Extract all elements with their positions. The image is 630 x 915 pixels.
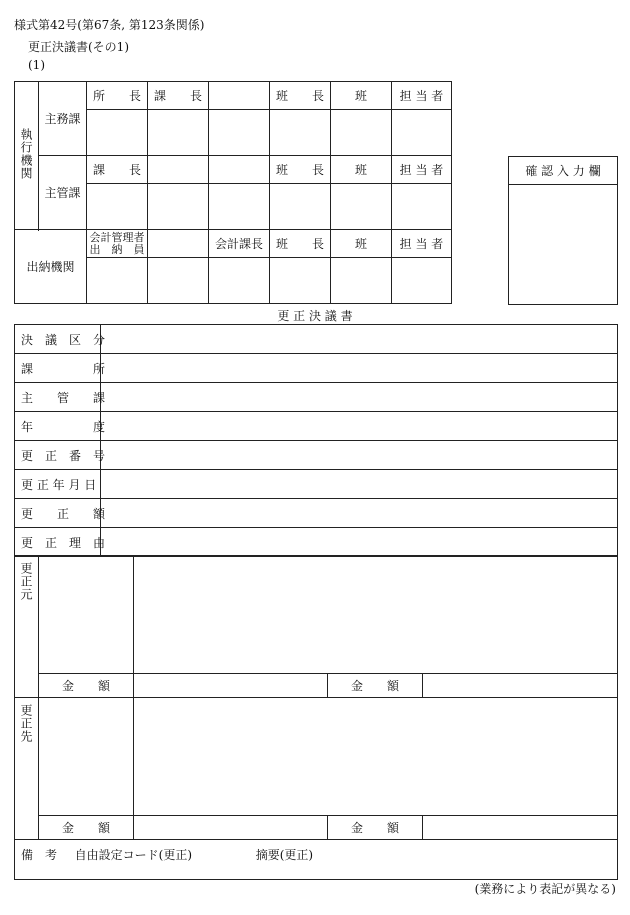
field-value[interactable] (101, 499, 618, 528)
stamp-box[interactable] (270, 258, 331, 304)
stamp-header: 担 当 者 (392, 230, 452, 258)
stamp-box[interactable] (392, 110, 452, 156)
confirm-title: 確 認 入 力 欄 (509, 157, 618, 185)
stamp-header: 担 当 者 (392, 156, 452, 184)
stamp-box[interactable] (392, 184, 452, 230)
kaikei-kanrisha-label (87, 230, 148, 258)
field-label: 更 正 番 号 (15, 441, 101, 470)
field-value[interactable] (101, 354, 618, 383)
stamp-header: 担 当 者 (392, 82, 452, 110)
stamp-box[interactable] (392, 258, 452, 304)
to-amount-label: 金 額 (39, 816, 134, 840)
field-value[interactable] (101, 470, 618, 499)
footnote: (業務により表記が異なる) (474, 882, 616, 896)
stamp-header: 課 長 (87, 156, 148, 184)
field-label: 年 度 (15, 412, 101, 441)
field-value[interactable] (101, 412, 618, 441)
from-amount-label: 金 額 (39, 674, 134, 698)
correction-table (14, 555, 618, 880)
from-left-area[interactable] (39, 556, 134, 674)
stamp-box[interactable] (331, 184, 392, 230)
stamp-box[interactable] (148, 110, 209, 156)
field-label: 課 所 (15, 354, 101, 383)
stamp-header: 班 (331, 82, 392, 110)
to-left-area[interactable] (39, 698, 134, 816)
stamp-header (209, 156, 270, 184)
stamp-box[interactable] (209, 258, 270, 304)
suitouin-text: 出 納 員 (89, 242, 145, 256)
stamp-box[interactable] (87, 110, 148, 156)
correction-to-label: 更正先 (15, 698, 39, 840)
stamp-box[interactable] (209, 184, 270, 230)
stamp-box[interactable] (209, 110, 270, 156)
document-name: 更正決議書(その1) (28, 40, 129, 54)
stamp-box[interactable] (148, 258, 209, 304)
from-amount-value-2[interactable] (423, 674, 618, 698)
stamp-header: 課 長 (148, 82, 209, 110)
stamp-header: 会計課長 (209, 230, 270, 258)
to-amount-value[interactable] (134, 816, 328, 840)
form-title: 更 正 決 議 書 (277, 309, 353, 323)
field-label: 更 正 理 由 (15, 528, 101, 557)
shumu-ka-label: 主務課 (39, 82, 87, 156)
stamp-header (209, 82, 270, 110)
approval-grid (14, 81, 452, 304)
summary-label: 摘要(更正) (255, 848, 314, 862)
kaikei-kanrisha-text: 会計管理者 (89, 230, 145, 244)
stamp-box[interactable] (331, 258, 392, 304)
field-value[interactable] (101, 325, 618, 354)
field-label: 更 正 額 (15, 499, 101, 528)
stamp-header (148, 156, 209, 184)
field-label: 更 正 年 月 日 (15, 470, 101, 499)
free-code-label: 自由設定コード(更正) (74, 848, 193, 862)
stamp-box[interactable] (148, 184, 209, 230)
field-value[interactable] (101, 383, 618, 412)
stamp-header: 班 長 (270, 82, 331, 110)
stamp-box[interactable] (87, 258, 148, 304)
stamp-header: 所 長 (87, 82, 148, 110)
correction-from-label: 更正元 (15, 556, 39, 698)
form-number: 様式第42号(第67条, 第123条関係) (14, 18, 205, 32)
stamp-box[interactable] (270, 184, 331, 230)
confirm-input-box (508, 156, 618, 305)
to-amount-label-2: 金 額 (328, 816, 423, 840)
exec-org-label: 執行機関 (15, 82, 39, 230)
field-label: 主 管 課 (15, 383, 101, 412)
confirm-area[interactable] (509, 185, 618, 305)
stamp-header: 班 長 (270, 230, 331, 258)
stamp-header: 班 (331, 156, 392, 184)
from-detail-area[interactable] (134, 556, 618, 674)
stamp-box[interactable] (331, 110, 392, 156)
remarks-row[interactable] (15, 840, 618, 880)
to-amount-value-2[interactable] (423, 816, 618, 840)
shukan-ka-label: 主管課 (39, 156, 87, 230)
field-label: 決 議 区 分 (15, 325, 101, 354)
field-value[interactable] (101, 441, 618, 470)
stamp-header: 班 長 (270, 156, 331, 184)
stamp-box[interactable] (270, 110, 331, 156)
part-number: (1) (28, 58, 45, 72)
from-amount-label-2: 金 額 (328, 674, 423, 698)
field-table (14, 324, 618, 557)
stamp-header: 班 (331, 230, 392, 258)
from-amount-value[interactable] (134, 674, 328, 698)
stamp-box[interactable] (87, 184, 148, 230)
field-value[interactable] (101, 528, 618, 557)
stamp-header (148, 230, 209, 258)
suitou-org-label: 出納機関 (15, 230, 87, 304)
to-detail-area[interactable] (134, 698, 618, 816)
remarks-label: 備 考 (21, 848, 58, 862)
